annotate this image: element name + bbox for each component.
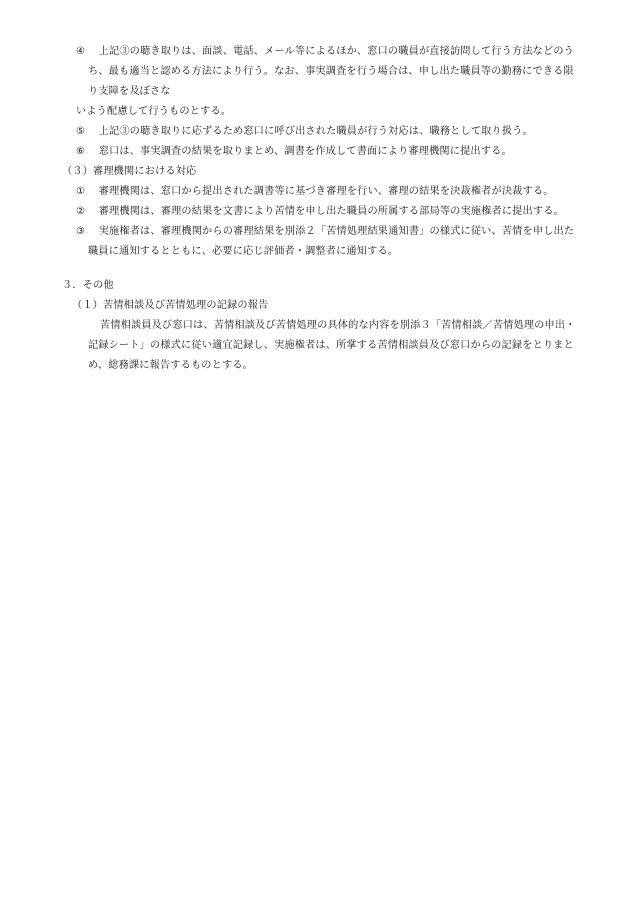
item-4-line-3: り支障を及ぼさな (88, 86, 171, 97)
item-4-line-2: ち、最も適当と認める方法により行う。なお、事実調査を行う場合は、申し出た職員等の勤務にできる限 (88, 66, 574, 77)
other-sub-1-heading: （１）苦情相談及び苦情処理の記録の報告 (72, 300, 269, 311)
item-6 (76, 144, 512, 160)
item-5 (76, 124, 533, 140)
sub-item-3-marker: ③ (76, 226, 86, 237)
sub-item-1-text: 審理機関は、窓口から提出された調書等に基づき審理を行い、審理の結果を決裁権者が決裁する。 (98, 186, 554, 197)
sub-item-1 (76, 184, 554, 200)
other-sub-1-line-2: 記録シート」の様式に従い適宜記録し、実施権者は、所掌する苦情相談員及び窓口からの記録をとりまと (88, 340, 574, 351)
sub-item-2-text: 審理機関は、審理の結果を文書により苦情を申し出た職員の所属する部局等の実施権者に提出する。 (98, 206, 564, 217)
sub-item-3-line-2: 職員に通知するとともに、必要に応じ評価者・調整者に通知する。 (88, 246, 399, 257)
sub-item-3-text-1: 実施権者は、審理機関からの審理結果を別添２「苦情処理結果通知書」の様式に従い、苦情を申し出た (98, 226, 575, 237)
item-6-text: 窓口は、事実調査の結果を取りまとめ、調書を作成して書面により審理機関に提出する。 (98, 146, 512, 157)
other-heading: ３．その他 (62, 280, 114, 291)
sub-item-1-marker: ① (76, 186, 86, 197)
section-3-heading: （３）審理機関における対応 (62, 166, 197, 177)
item-6-marker: ⑥ (76, 146, 86, 157)
sub-item-3-line-1 (76, 224, 574, 240)
item-5-marker: ⑤ (76, 126, 86, 137)
other-sub-1-line-3: め、総務課に報告するものとする。 (88, 360, 253, 371)
item-4-marker: ④ (76, 46, 86, 57)
sub-item-2-marker: ② (76, 206, 86, 217)
other-sub-1-line-1: 苦情相談員及び窓口は、苦情相談及び苦情処理の具体的な内容を別添３「苦情相談／苦情処理の申出・ (100, 320, 576, 331)
sub-item-2 (76, 204, 564, 220)
item-4-text-1: 上記③の聴き取りは、面談、電話、メール等によるほか、窓口の職員が直接訪問して行う方法などのう (98, 46, 575, 57)
item-4-line-4: いよう配慮して行うものとする。 (76, 106, 232, 117)
item-5-text: 上記③の聴き取りに応ずるため窓口に呼び出された職員が行う対応は、職務として取り扱う。 (98, 126, 533, 137)
item-4-line-1 (76, 44, 574, 60)
